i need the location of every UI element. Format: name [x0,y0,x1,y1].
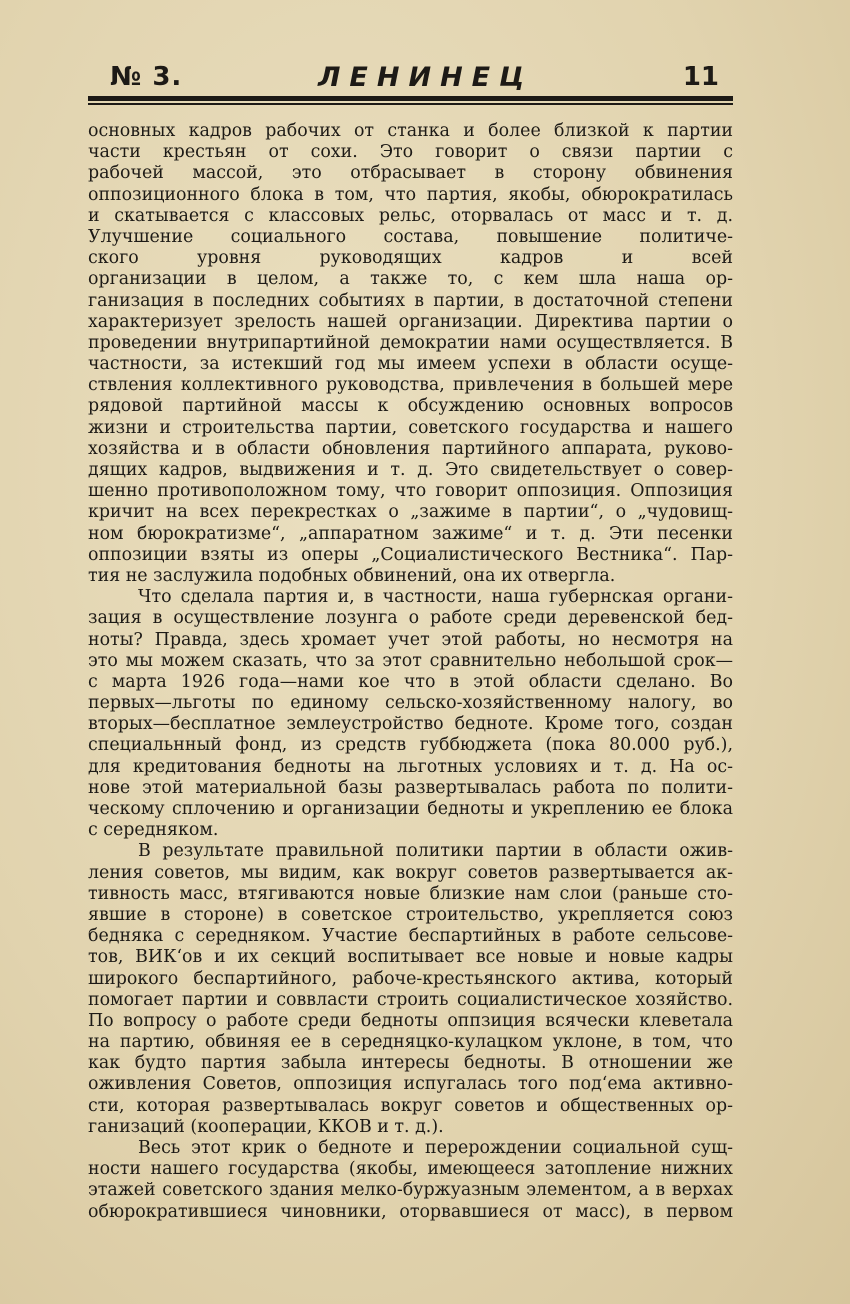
text-line: рабочей массой, это отбрасывает в сторону обвинения [88,163,733,184]
text-line: ности нашего государства (якобы, имеющееся затопление нижних [88,1159,733,1180]
text-line: с марта 1926 года—нами кое что в этой области сделано. Во [88,671,733,692]
text-line: помогает партии и соввласти строить социалистическое хозяйство. [88,989,733,1010]
text-line: Улучшение социального состава, повышение политиче- [88,226,733,247]
text-line: оппозиции взяты из оперы „Социалистического Вестника“. Пар- [88,544,733,565]
issue-number: № 3. [110,62,183,92]
text-line: явшие в стороне) в советское строительство, укрепляется союз [88,904,733,925]
text-line: жизни и строительства партии, советского государства и нашего [88,417,733,438]
text-line: первых—льготы по единому сельско-хозяйственному налогу, во [88,693,733,714]
page-number: 11 [682,62,719,92]
text-line: частности, за истекший год мы имеем успехи в области осуще- [88,354,733,375]
text-line: характеризует зрелость нашей организации. Директива партии о [88,311,733,332]
text-line: нове этой материальной базы развертывалась работа по полити- [88,777,733,798]
text-line: ствления коллективного руководства, привлечения в большей мере [88,375,733,396]
text-line: сти, которая развертывалась вокруг советов и общественных ор- [88,1095,733,1116]
text-line: оживления Советов, оппозиция испугалась того под‘ема активно- [88,1074,733,1095]
text-line: В результате правильной политики партии в области ожив- [138,841,733,862]
text-line: это мы можем сказать, что за этот сравнительно небольшой срок— [88,650,733,671]
text-line: ноты? Правда, здесь хромает учет этой работы, но несмотря на [88,629,733,650]
text-line: как будто партия забыла интересы бедноты. В отношении же [88,1053,733,1074]
text-line: ном бюрократизме“, „аппаратном зажиме“ и т. д. Эти песенки [88,523,733,544]
text-line: вторых—бесплатное землеустройство бедноте. Кроме того, создан [88,714,733,735]
text-line: зация в осуществление лозунга о работе среди деревенской бед- [88,608,733,629]
text-line: шенно противоположном тому, что говорит оппозиция. Оппозиция [88,481,733,502]
header-rule-thick [88,96,733,101]
text-line: проведении внутрипартийной демократии нами осуществляется. В [88,332,733,353]
header-rule-thin [88,103,733,105]
text-line: ганизация в последних событиях в партии, в достаточной степени [88,290,733,311]
text-line: оппозиционного блока в том, что партия, якобы, обюрократилась [88,184,733,205]
text-line: ганизаций (кооперации, ККОВ и т. д.). [88,1116,444,1137]
text-line: организации в целом, а также то, с кем шла наша ор- [88,269,733,290]
text-line: По вопросу о работе среди бедноты оппзиция всячески клеветала [88,1010,733,1031]
text-line: тивность масс, втягиваются новые близкие нам слои (раньше сто- [88,883,733,904]
journal-title: ЛЕНИНЕЦ [318,62,534,93]
text-line: ления советов, мы видим, как вокруг советов развертывается ак- [88,862,733,883]
text-line: Весь этот крик о бедноте и перерождении социальной сущ- [138,1138,733,1158]
page-header [88,56,733,104]
text-line: обюрократившиеся чиновники, оторвавшиеся от масс), в первом [88,1201,733,1222]
article-body [88,121,733,1223]
text-line: и скатывается с классовых рельс, оторвалась от масс и т. д. [88,205,733,226]
text-line: широкого беспартийного, рабоче-крестьянского актива, который [88,968,733,989]
text-line: основных кадров рабочих от станка и более близкой к партии [88,121,733,141]
text-line: тия не заслужила подобных обвинений, она их отвергла. [88,565,616,586]
text-line: для кредитования бедноты на льготных условиях и т. д. На ос- [88,756,733,777]
text-line: тов, ВИК‘ов и их секций воспитывает все новые и новые кадры [88,947,733,968]
text-line: бедняка с середняком. Участие беспартийных в работе сельсове- [88,926,733,947]
text-line: хозяйства и в области обновления партийного аппарата, руково- [88,438,733,459]
text-line: кричит на всех перекрестках о „зажиме в партии“, о „чудовищ- [88,502,733,523]
text-line: на партию, обвиняя ее в середняцко-кулацком уклоне, в том, что [88,1032,733,1053]
text-line: ческому сплочению и организации бедноты и укреплению ее блока [88,799,733,819]
text-line: рядовой партийной массы к обсуждению основных вопросов [88,396,733,417]
text-line: дящих кадров, выдвижения и т. д. Это свидетельствует о совер- [88,460,733,480]
text-line: с середняком. [88,820,219,841]
text-line: специальнный фонд, из средств губбюджета (пока 80.000 руб.), [88,735,733,756]
text-line: этажей советского здания мелко-буржуазным элементом, а в верхах [88,1180,733,1201]
text-line: Что сделала партия и, в частности, наша губернская органи- [138,587,733,608]
text-line: части крестьян от сохи. Это говорит о связи партии с [88,142,733,163]
text-line: ского уровня руководящих кадров и всей [88,248,733,269]
